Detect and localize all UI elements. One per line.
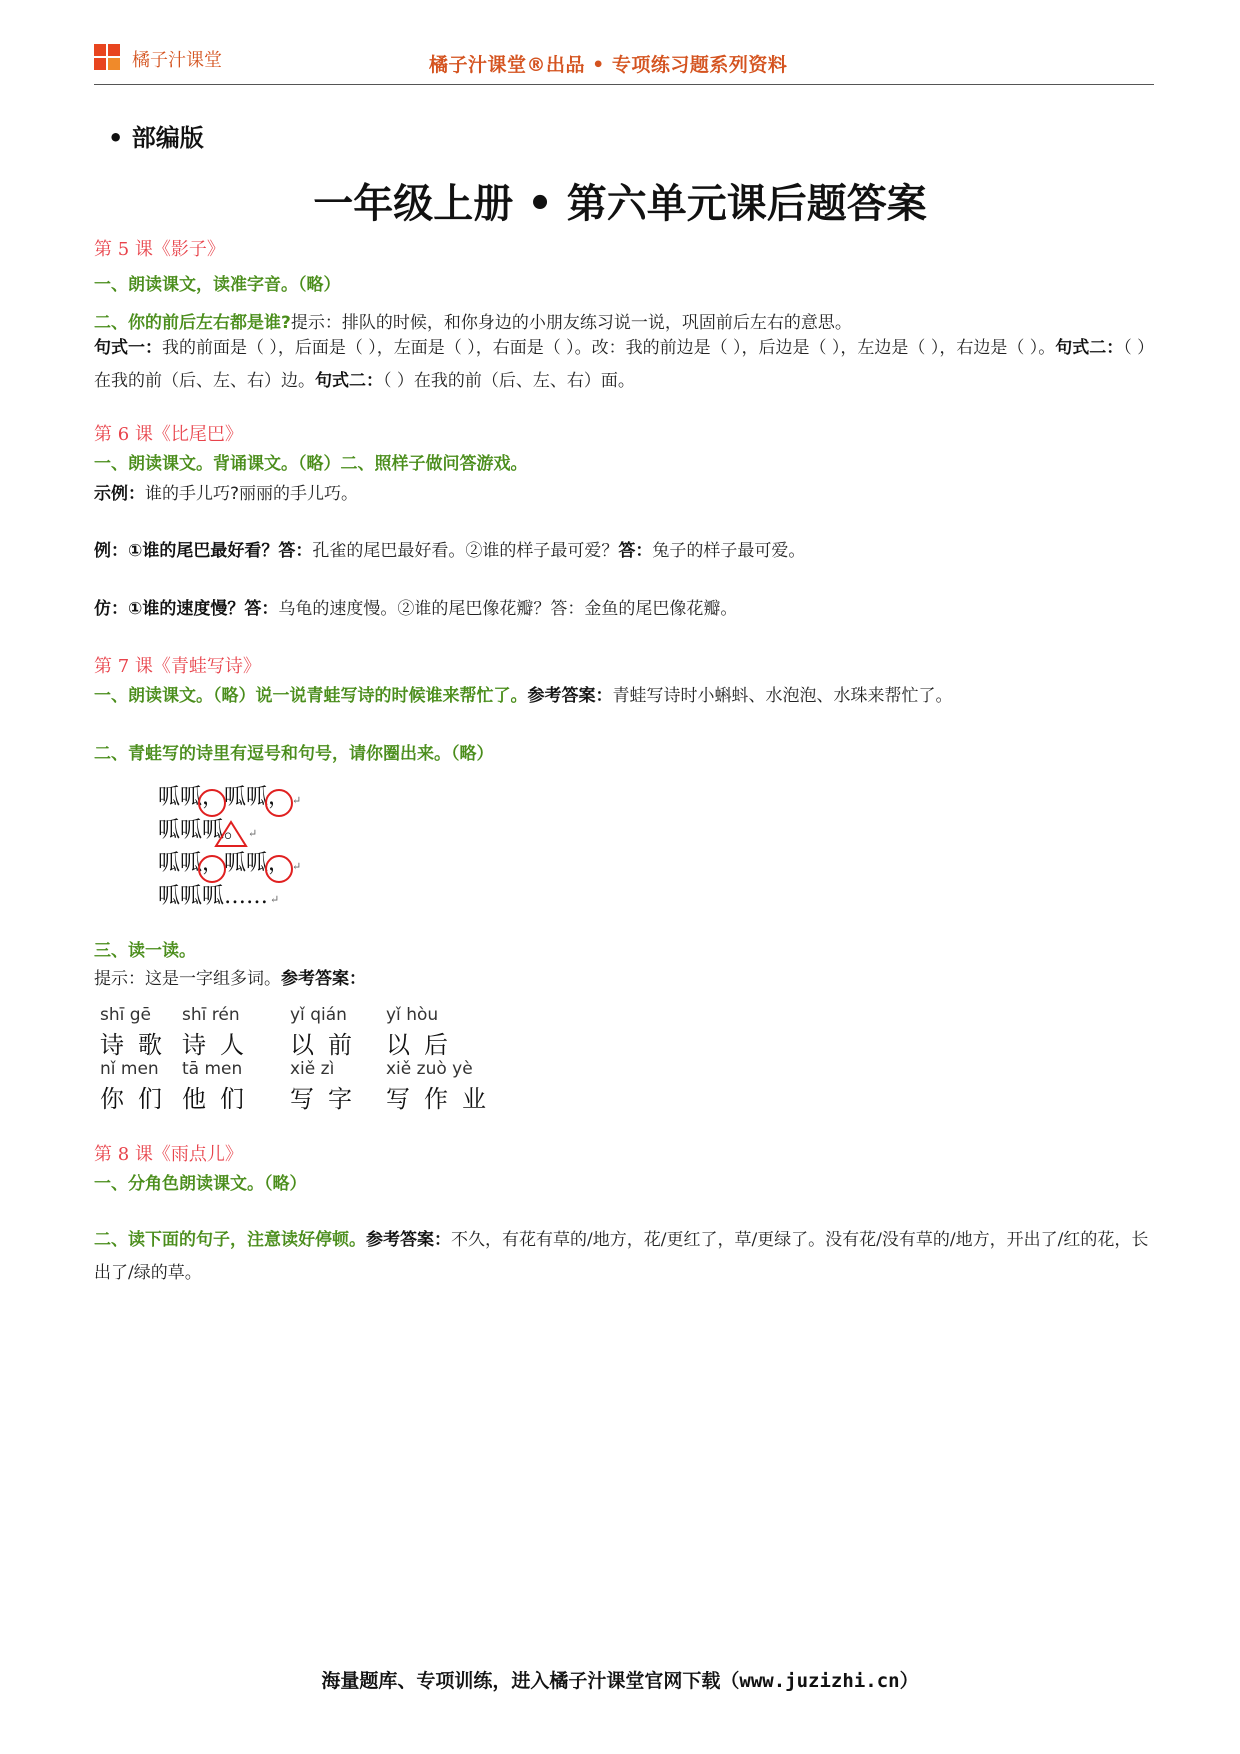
word-pinyin: yǐ qián	[290, 1005, 347, 1025]
pattern1-label: 句式一：	[94, 338, 162, 358]
li-question: ①谁的尾巴最好看？	[128, 541, 279, 561]
lesson6-fang	[94, 596, 737, 622]
example-label: 示例：	[94, 484, 145, 504]
word-pinyin: nǐ men	[100, 1059, 159, 1079]
pattern2-label: 句式二：	[1055, 338, 1124, 358]
edition-label: • 部编版	[108, 124, 204, 152]
period-triangle-mark	[214, 820, 248, 848]
comma-circle-mark	[265, 855, 293, 883]
example-text: 谁的手儿巧?丽丽的手儿巧。	[145, 484, 359, 504]
pattern1-text: 我的前面是（ ），后面是（ ），左面是（ ），右面是（ ）。改：我的前边是（ ），后边是（ ），左边是（ ），右边是（ ）。	[162, 338, 1056, 358]
pattern3-label: 句式二：	[315, 371, 383, 391]
logo-icon	[94, 44, 126, 76]
lesson7-q1-answer: 青蛙写诗时小蝌蚪、水泡泡、水珠来帮忙了。	[612, 686, 953, 706]
lesson8-ref-label: 参考答案：	[366, 1230, 451, 1250]
lesson5-q1: 一、朗读课文，读准字音。（略）	[94, 275, 341, 295]
word-hanzi: 写作业	[386, 1085, 500, 1113]
lesson7-hint	[94, 966, 366, 992]
lesson6-li	[94, 538, 805, 564]
word-hanzi: 写字	[290, 1085, 366, 1113]
lesson8-q2-text: 二、读下面的句子，注意读好停顿。	[94, 1230, 366, 1250]
comma-circle-mark	[198, 789, 226, 817]
lesson8-q2	[94, 1224, 1156, 1290]
word-item	[182, 1005, 258, 1060]
word-pinyin: shī gē	[100, 1005, 152, 1025]
pattern3-text: （ ）在我的前（后、左、右）面。	[383, 371, 635, 391]
hint-ref-label: 参考答案：	[281, 969, 366, 989]
lesson7-q1	[94, 683, 953, 709]
lesson8-heading: 第 8 课《雨点儿》	[94, 1144, 243, 1165]
word-hanzi: 他们	[182, 1085, 258, 1113]
hint-prefix: 提示：这是一字组多词。	[94, 969, 281, 989]
lesson7-heading: 第 7 课《青蛙写诗》	[94, 656, 261, 677]
fang-answer: 乌龟的速度慢。②谁的尾巴像花瓣？答：金鱼的尾巴像花瓣。	[278, 599, 738, 619]
lesson5-q2-hint: 提示：排队的时候，和你身边的小朋友练习说一说，巩固前后左右的意思。	[290, 313, 852, 333]
comma-circle-mark	[265, 789, 293, 817]
word-hanzi: 诗歌	[100, 1031, 176, 1059]
word-pinyin: shī rén	[182, 1005, 240, 1025]
li-answer2-label: 答：	[618, 541, 653, 561]
word-hanzi: 以前	[290, 1031, 366, 1059]
fang-question: ①谁的速度慢？	[128, 599, 245, 619]
poem-line: 呱呱呱。 ↵	[158, 816, 301, 849]
word-item	[100, 1059, 176, 1114]
word-item	[290, 1005, 366, 1060]
poem-line-text: 呱呱呱。	[158, 818, 247, 843]
lesson7-q2: 二、青蛙写的诗里有逗号和句号，请你圈出来。（略）	[94, 744, 494, 764]
li-label: 例：	[94, 541, 128, 561]
word-item	[182, 1059, 258, 1114]
page-footer: 海量题库、专项训练，进入橘子汁课堂官网下载（www.juzizhi.cn）	[321, 1670, 919, 1692]
word-hanzi: 你们	[100, 1085, 176, 1113]
lesson6-q1: 一、朗读课文。背诵课文。（略）二、照样子做问答游戏。	[94, 454, 528, 474]
poem-line: 呱呱呱…… ↵	[158, 884, 280, 909]
lesson5-patterns	[94, 332, 1156, 398]
word-item	[100, 1005, 176, 1060]
word-hanzi: 诗人	[182, 1031, 258, 1059]
li-answer2: 兔子的样子最可爱。	[652, 541, 806, 561]
fang-answer-label: 答：	[244, 599, 279, 619]
header-tagline: 橘子汁课堂®出品 • 专项练习题系列资料	[429, 54, 788, 76]
lesson5-heading: 第 5 课《影子》	[94, 239, 225, 260]
comma-circle-mark	[198, 855, 226, 883]
li-answer1: 孔雀的尾巴最好看。②谁的样子最可爱？	[312, 541, 619, 561]
lesson6-example	[94, 481, 358, 507]
lesson7-q1-text: 一、朗读课文。（略）说一说青蛙写诗的时候谁来帮忙了。	[94, 686, 528, 706]
lesson5-q2-label: 二、你的前后左右都是谁?	[94, 313, 291, 333]
pattern2-text: （ ）在我的前（后、左、右）边。	[94, 338, 1155, 391]
lesson8-q1: 一、分角色朗读课文。（略）	[94, 1174, 307, 1194]
page-title: 一年级上册 • 第六单元课后题答案	[313, 181, 927, 227]
frog-poem	[158, 783, 301, 915]
poem-line-text: 呱呱，呱呱，	[158, 785, 291, 810]
word-hanzi: 以后	[386, 1031, 462, 1059]
word-pinyin: xiě zuò yè	[386, 1059, 473, 1079]
fang-label: 仿：	[94, 599, 128, 619]
li-answer-label: 答：	[278, 541, 313, 561]
lesson8-q2-answer: 不久，有花有草的/地方，花/更红了，草/更绿了。没有花/没有草的/地方，开出了/红的花，长出了/绿的草。	[94, 1230, 1149, 1283]
word-item	[290, 1059, 366, 1114]
word-pinyin: yǐ hòu	[386, 1005, 439, 1025]
poem-line-text: 呱呱呱……	[158, 884, 269, 909]
word-item	[386, 1005, 462, 1060]
word-pinyin: tā men	[182, 1059, 243, 1079]
lesson7-q3: 三、读一读。	[94, 941, 196, 961]
poem-line: 呱呱，呱呱， ↵	[158, 849, 301, 882]
poem-line: 呱呱，呱呱， ↵	[158, 783, 301, 816]
poem-line-text: 呱呱，呱呱，	[158, 851, 291, 876]
logo-text: 橘子汁课堂	[132, 50, 222, 71]
word-item	[386, 1059, 500, 1114]
word-pinyin: xiě zì	[290, 1059, 335, 1079]
page-header	[94, 38, 1154, 85]
lesson6-heading: 第 6 课《比尾巴》	[94, 424, 243, 445]
lesson7-ref-label: 参考答案：	[527, 686, 613, 706]
